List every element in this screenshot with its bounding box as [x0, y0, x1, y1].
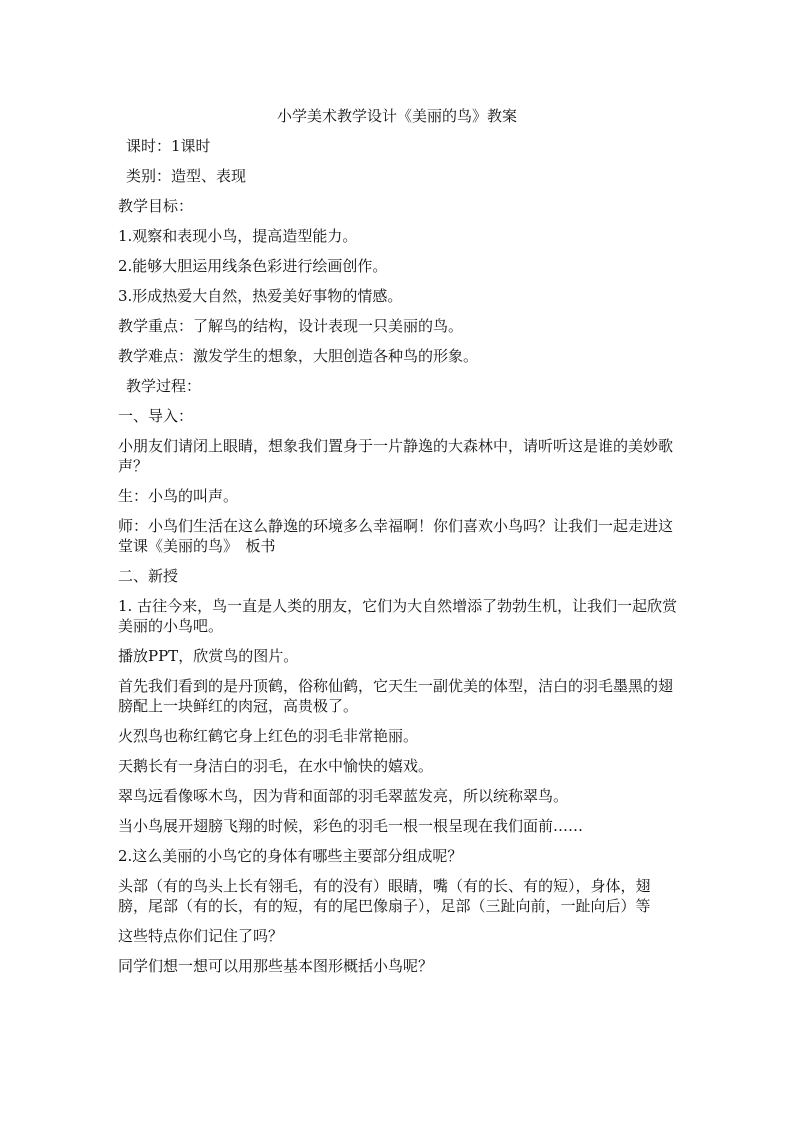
paragraph-remember: 这些特点你们记住了吗？	[118, 927, 284, 945]
paragraph-category: 类别：造型、表现	[126, 167, 247, 185]
paragraph-intro-heading: 一、导入：	[118, 407, 194, 425]
paragraph-kingfisher: 翠鸟远看像啄木鸟，因为背和面部的羽毛翠蓝发亮，所以统称翠鸟。	[118, 787, 569, 805]
paragraph-shapes-question: 同学们想一想可以用那些基本图形概括小鸟呢？	[118, 957, 434, 975]
paragraph-difficulty: 教学难点：激发学生的想象，大胆创造各种鸟的形象。	[118, 347, 479, 365]
paragraph-flamingo: 火烈鸟也称红鹤它身上红色的羽毛非常艳丽。	[118, 727, 419, 745]
paragraph-objective-3: 3.形成热爱大自然，热爱美好事物的情感。	[118, 287, 403, 305]
paragraph-objectives-heading: 教学目标：	[118, 197, 194, 215]
paragraph-body-parts-question: 2.这么美丽的小鸟它的身体有哪些主要部分组成呢？	[118, 847, 463, 865]
paragraph-new-lesson-1: 1. 古往今来，鸟一直是人类的朋友，它们为大自然增添了勃勃生机，让我们一起欣赏美丽的小鸟吧。	[118, 597, 678, 635]
paragraph-process-heading: 教学过程：	[126, 377, 202, 395]
paragraph-ppt: 播放PPT，欣赏鸟的图片。	[118, 647, 299, 665]
paragraph-teacher-line: 师：小鸟们生活在这么静逸的环境多么幸福啊！你们喜欢小鸟吗？让我们一起走进这堂课《美丽的鸟》 板书	[118, 517, 674, 555]
paragraph-crane: 首先我们看到的是丹顶鹤，俗称仙鹤，它天生一副优美的体型，洁白的羽毛墨黑的翅膀配上一块鲜红的肉冠，高贵极了。	[118, 677, 674, 715]
paragraph-feathers: 当小鸟展开翅膀飞翔的时候，彩色的羽毛一根一根呈现在我们面前……	[118, 817, 584, 835]
paragraph-student-reply: 生：小鸟的叫声。	[118, 487, 239, 505]
paragraph-swan: 天鹅长有一身洁白的羽毛，在水中愉快的嬉戏。	[118, 757, 434, 775]
paragraph-new-lesson-heading: 二、新授	[118, 567, 179, 585]
document-body	[118, 136, 678, 986]
paragraph-key-point: 教学重点：了解鸟的结构，设计表现一只美丽的鸟。	[118, 317, 464, 335]
paragraph-lesson-hours: 课时：1课时	[126, 137, 211, 155]
paragraph-intro-text: 小朋友们请闭上眼睛，想象我们置身于一片静逸的大森林中，请听听这是谁的美妙歌声？	[118, 437, 674, 475]
paragraph-objective-2: 2.能够大胆运用线条色彩进行绘画创作。	[118, 257, 388, 275]
paragraph-objective-1: 1.观察和表现小鸟，提高造型能力。	[118, 227, 358, 245]
document-title: 小学美术教学设计《美丽的鸟》教案	[276, 107, 517, 125]
paragraph-body-parts: 头部（有的鸟头上长有翎毛，有的没有）眼睛，嘴（有的长、有的短），身体，翅膀，尾部（有的长，有的短，有的尾巴像扇子），足部（三趾向前，一趾向后）等	[118, 877, 651, 915]
